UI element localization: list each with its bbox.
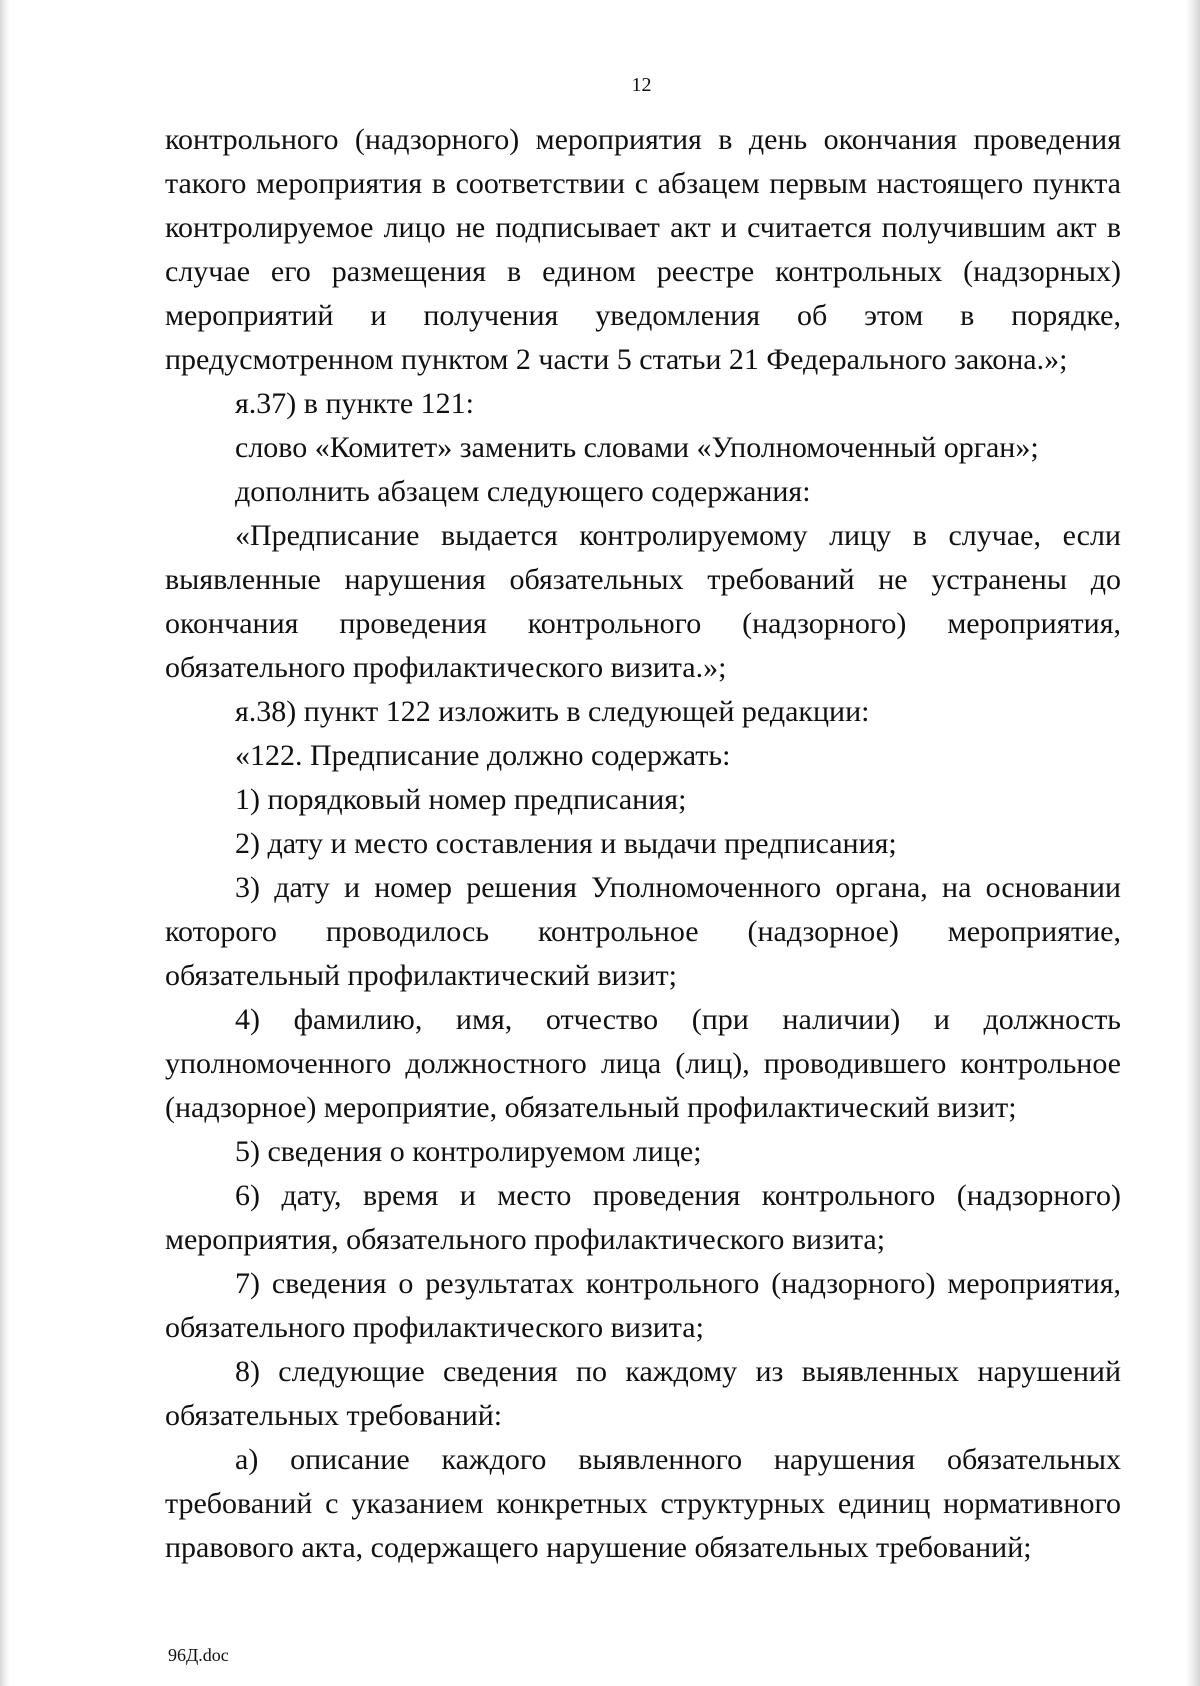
document-body [165,118,1121,1570]
list-item-2: 2) дату и место составления и выдачи предписания; [235,827,897,860]
list-subitem-a: а) описание каждого выявленного нарушения обязательных требований с указанием конкретных структурных единиц нормативного правового акта, содержащего нарушение обязательных требований; [165,1443,1121,1564]
paragraph-predpisanie-issue: «Предписание выдается контролируемому лицу в случае, если выявленные нарушения обязательных требований не устранены до окончания проведения контрольного (надзорного) мероприятия, обязательного профилактического визита.»; [165,519,1121,684]
paragraph-replace-word: слово «Комитет» заменить словами «Уполномоченный орган»; [235,431,1039,464]
list-item-4: 4) фамилию, имя, отчество (при наличии) и должность уполномоченного должностного лица (лиц), проводившего контрольное (надзорное) мероприятие, обязательный профилактический визит; [165,1003,1121,1124]
scan-edge-right [1186,0,1200,1686]
list-item-6: 6) дату, время и место проведения контрольного (надзорного) мероприятия, обязательного профилактического визита; [165,1179,1121,1256]
page-number: 12 [631,74,652,96]
paragraph-item-ya37: я.37) в пункте 121: [235,387,475,420]
scan-edge-left [0,0,10,1686]
list-item-5: 5) сведения о контролируемом лице; [235,1135,702,1168]
list-item-7: 7) сведения о результатах контрольного (надзорного) мероприятия, обязательного профилактического визита; [165,1267,1121,1344]
list-item-8: 8) следующие сведения по каждому из выявленных нарушений обязательных требований: [165,1355,1121,1432]
list-item-3: 3) дату и номер решения Уполномоченного органа, на основании которого проводилось контрольное (надзорное) мероприятие, обязательный профилактический визит; [165,871,1121,992]
paragraph-item-ya38: я.38) пункт 122 изложить в следующей редакции: [235,695,870,728]
paragraph-122-heading: «122. Предписание должно содержать: [235,739,731,772]
footer-filename: 96Д.doc [168,1645,229,1665]
list-item-1: 1) порядковый номер предписания; [235,783,687,816]
paragraph-add-abzac: дополнить абзацем следующего содержания: [235,475,811,508]
paragraph-continuation: контрольного (надзорного) мероприятия в день окончания проведения такого мероприятия в соответствии с абзацем первым настоящего пункта контролируемое лицо не подписывает акт и считается получившим акт в случае его размещения в едином реестре контрольных (надзорных) мероприятий и получения уведомления об этом в порядке, предусмотренном пунктом 2 части 5 статьи 21 Федерального закона.»; [165,123,1121,376]
